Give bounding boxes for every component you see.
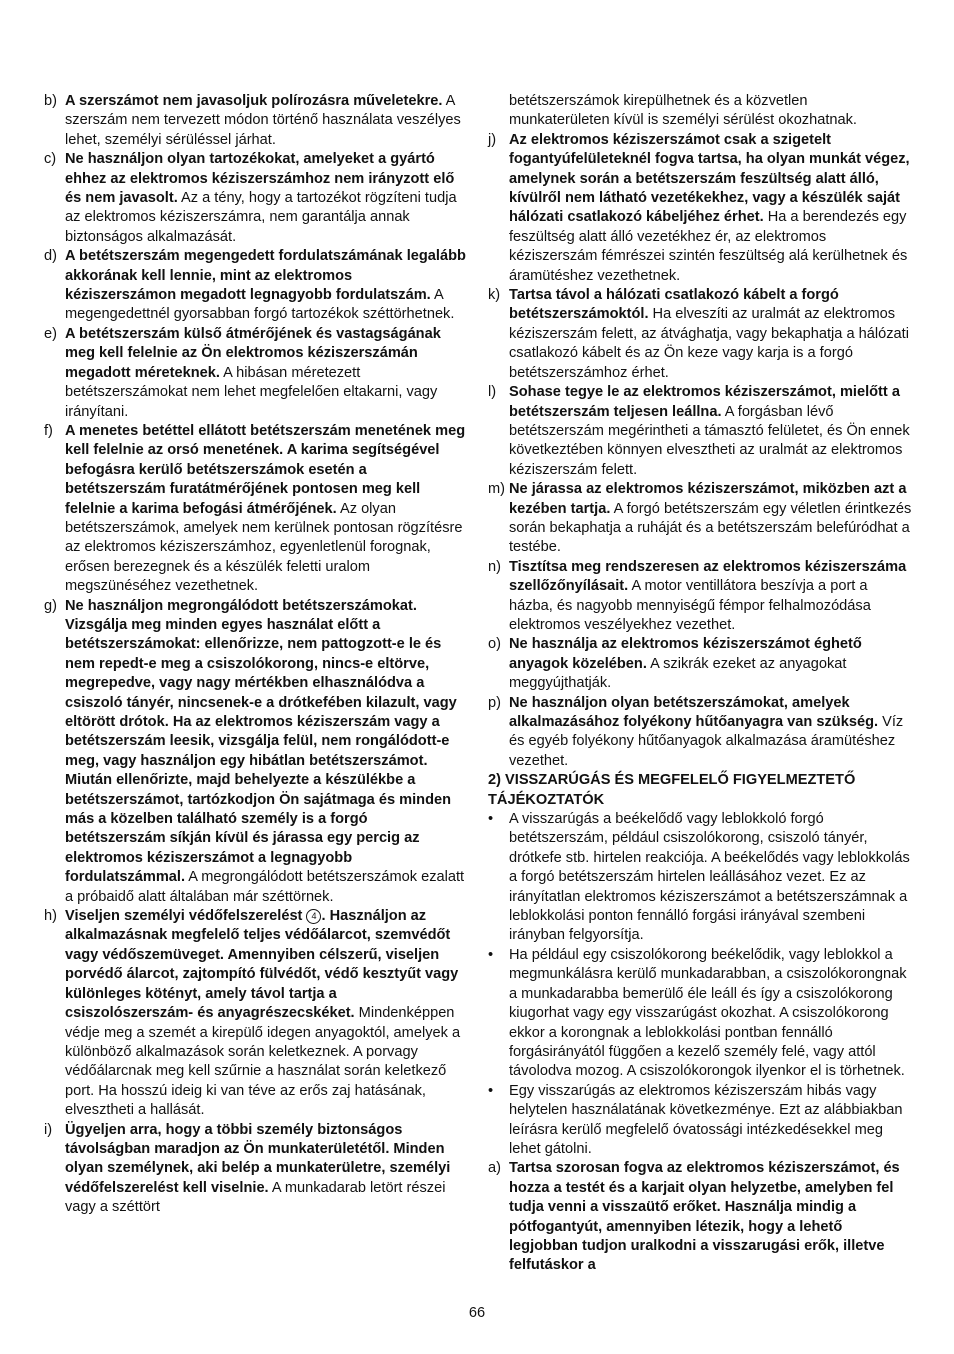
item-bold-text: A betétszerszám külső átmérőjének és vastagságának meg kell felelnie az Ön elektromos kéziszerszámán megadott méreteknek. (65, 325, 441, 381)
bullet-marker: • (488, 1082, 494, 1099)
page-number: 66 (468, 1305, 486, 1321)
item-text: A szikrák ezeket az anyagokat meggyújthatják. (509, 655, 847, 692)
item-text: Az olyan betétszerszámok, amelyek nem kerülnek pontosan rögzítésre az elektromos kéziszerszámhoz, egyenletlenül forognak, erősen berezegnek és a készülék feletti uralom megszünéséhez vezethetnek. (65, 500, 463, 595)
item-text: Az a tény, hogy a tartozékot rögzíteni tudja az elektromos kéziszerszámra, nem garantálja annak biztonságos alkalmazását. (65, 190, 457, 245)
list-item (488, 694, 912, 772)
item-text: A forgó betétszerszám egy véletlen érintkezés során bekaphatja a ruháját és a betétszerszám belefúródhat a testébe. (509, 500, 912, 556)
item-marker: k) (488, 287, 501, 304)
bullet-item (488, 1082, 912, 1160)
left-column (44, 92, 466, 1218)
right-column (488, 92, 912, 1276)
item-marker: c) (44, 151, 57, 168)
item-text: Ha elveszíti az uralmát az elektromos kéziszerszám felett, az átvághatja, vagy bekaphatja a hálózati csatlakozó kábelt és az Ön keze vagy karja is a forgó betétszerszámhoz érhet. (509, 306, 909, 381)
bullet-marker: • (488, 946, 494, 963)
list-item (44, 92, 466, 150)
item-bold-text: Ügyeljen arra, hogy a többi személy biztonságos távolságban maradjon az Ön munkaterületétől. Minden olyan személynek, aki belép a munkaterületre, személyi védőfelszerelést kell viselnie. (65, 1121, 451, 1196)
item-bold-text: A szerszámot nem javasoljuk polírozásra műveletekre. (65, 93, 443, 109)
bullet-text: A visszarúgás a beékelődő vagy leblokkoló forgó betétszerszám, például csiszolókorong, csiszoló tányér, drótkefe stb. hirtelen reakciója. A beékelődés vagy leblokkolás a forgó betétszerszám hirtelen leállásához vezet. Ez az irányítatlan elektromos kéziszerszámot a betétszerszámnak a leblokkolási ponton fennálló forgási irányával szembeni irányban felgyorsítja. (509, 811, 910, 944)
item-marker: f) (44, 422, 53, 439)
list-item (488, 383, 912, 480)
item-text: Mindenképpen védje meg a szemét a kirepülő idegen anyagoktól, amelyek a különböző alkalmazások során keletkeznek. A porvagy védőálarcnak meg kell szűrnie a használat során keletkező port. Ha hosszú ideig ki van téve az erős zaj hatásának, elvesztheti a hallását. (65, 1005, 461, 1119)
item-bold-text: Ne használjon olyan betétszerszámokat, amelyek alkalmazásához folyékony hűtőanyagra van szükség. (509, 694, 879, 730)
item-bold-text: Sohase tegye le az elektromos kéziszerszámot, mielőtt a betétszerszám teljesen leállna. (509, 384, 900, 420)
list-item (488, 480, 912, 558)
bullet-marker: • (488, 811, 494, 828)
item-bold-text: Ne járassa az elektromos kéziszerszámot, miközben azt a kezében tartja. (509, 481, 907, 517)
item-marker: g) (44, 597, 57, 614)
item-text: Víz és egyéb folyékony hűtőanyagok alkalmazása áramütéshez vezethet. (509, 714, 904, 769)
item-bold-text: Tartsa szorosan fogva az elektromos kéziszerszámot, és hozza a testét és a karjait olyan helyzetbe, amelyben fel tudja venni a visszaütő erőket. Használja mindig a pótfogantyút, amennyiben létezik, hogy a lehető legjobban tudjon uralkodni a visszarugási erők, illetve felfutáskor a (509, 1160, 900, 1274)
list-item (44, 325, 466, 422)
list-item (44, 1121, 466, 1218)
item-bold-text: Tisztítsa meg rendszeresen az elektromos kéziszerszáma szellőzőnyílásait. (509, 558, 907, 595)
bullet-item (488, 946, 912, 1082)
item-bold-text: . Használjon az alkalmazásnak megfelelő teljes védőálarcot, szemvédőt vagy védőszemüveget. Amennyiben célszerű, viseljen porvédő álarcot, zajtompító fülvédőt, védő kesztyűt vagy különleges kötényt, amely távol tartja a csiszolószerszám- és anyagrészecskéket. (65, 908, 459, 1022)
item-bold-text: Ne használjon megrongálódott betétszerszámokat. Vizsgálja meg minden egyes használat előtt a betétszerszámokat: ellenőrizze, nem pattogzott-e le és nem repedt-e meg a csiszolókorong, nincs-e eltörve, megrepedve, vagy nagy mértékben elhasználódva a csiszoló tányér, nincsenek-e a drótkefében kilazult, vagy eltörött drótok. Ha az elektromos kéziszerszám vagy a betétszerszám leesik, vizsgálja felül, nem rongálódott-e meg, vagy használjon egy hibátlan betétszerszámot. Miután ellenőrizte, majd behelyezte a készülékbe a betétszerszámot, tartózkodjon Ön sajátmaga és minden más a közelben található személy is a forgó betétszerszám síkján kívül és járassa egy percig az elektromos kéziszerszámot a legnagyobb fordulatszámmal. (65, 597, 457, 886)
bullet-item (488, 810, 912, 946)
list-item (44, 422, 466, 597)
list-item (488, 635, 912, 693)
item-marker: o) (488, 636, 501, 653)
list-item (44, 907, 466, 1120)
item-bold-text: Viseljen személyi védőfelszerelést (65, 908, 307, 925)
item-text: A megrongálódott betétszerszámok ezalatt a próbaidő alatt általában már széttörnek. (65, 869, 465, 905)
section-heading: 2) VISSZARÚGÁS ÉS MEGFELELŐ FIGYELMEZTETŐ TÁJÉKOZTATÓK (488, 772, 856, 808)
item-text: Ha a berendezés egy feszültség alatt álló vezetékhez ér, az elektromos kéziszerszám fémrészei szintén feszültség alá kerülhetnek és áramütéshez vezethetnek. (509, 209, 908, 284)
item-marker: j) (488, 131, 497, 148)
item-text: A megengedettnél gyorsabban forgó tartozékok széttörhetnek. (65, 287, 455, 323)
item-marker: i) (44, 1121, 53, 1138)
bullet-text: Egy visszarúgás az elektromos kéziszerszám hibás vagy helytelen használatának következménye. Ezt az alábbiakban leírásra kerülő megfelelő óvatossági intézkedésekkel meg lehet gátolni. (509, 1082, 903, 1157)
bullet-text: Ha például egy csiszolókorong beékelődik, vagy leblokkol a megmunkálásra kerülő munkadarabban, a csiszolókorongnak a munkadarabba bemerülő éle leáll és így a csiszolókorong kiugorhat vagy egy visszarúgást okozhat. A csiszolókorong ekkor a korongnak a leblokkolási pontban fennálló forgásirányától függően a kezelő személy felé, vagy attól távolodva mozog. A csiszolókorongok ilyenkor el is törhetnek. (509, 946, 907, 1080)
list-item (488, 286, 912, 383)
item-bold-text: Az elektromos kéziszerszámot csak a szigetelt fogantyúfelületeknél fogva tartsa, ha olyan munkát végez, amelynek során a betétszerszám feszültség alatt álló, kívülről nem látható vezetékekhez, vagy a készülék saját hálózati csatlakozó kábeljéhez érhet. (509, 131, 910, 226)
item-bold-text: A betétszerszám megengedett fordulatszámának legalább akkorának kell lennie, mint az elektromos kéziszerszámon megadott legnagyobb fordulatszám. (65, 248, 466, 304)
item-text: A munkadarab letört részei vagy a széttört (65, 1179, 446, 1216)
list-item (44, 597, 466, 908)
item-bold-text: Ne használja az elektromos kéziszerszámot éghető anyagok közelében. (509, 636, 862, 672)
item-bold-text: Tartsa távol a hálózati csatlakozó kábelt a forgó betétszerszámoktól. (509, 287, 839, 323)
item-marker: h) (44, 908, 57, 925)
item-text: A forgásban lévő betétszerszám megérintheti a támasztó felületet, és Ön ennek következtében könnyen elvesztheti az uralmát az elektromos kéziszerszám felett. (509, 403, 910, 478)
item-text: A hibásan méretezett betétszerszámokat nem lehet megfelelően eltakarni, vagy irányítani. (65, 364, 438, 420)
item-marker: p) (488, 694, 501, 711)
list-item (44, 247, 466, 325)
item-marker: e) (44, 325, 57, 342)
list-item (44, 150, 466, 247)
continued-text: betétszerszámok kirepülhetnek és a közvetlen munkaterületen kívül is személyi sérülést okozhatnak. (509, 93, 857, 129)
item-bold-text: Ne használjon olyan tartozékokat, amelyeket a gyártó ehhez az elektromos kéziszerszámhoz nem irányzott elő és nem javasolt. (65, 151, 455, 207)
item-marker: l) (488, 384, 497, 401)
list-item (488, 1159, 912, 1275)
item-marker: b) (44, 93, 57, 109)
item-marker: n) (488, 558, 501, 575)
item-marker: a) (488, 1160, 501, 1177)
item-marker: d) (44, 248, 57, 265)
item-marker: m) (488, 481, 506, 498)
circled-figure-number: 4 (306, 909, 321, 924)
item-text: A szerszám nem tervezett módon történő használata veszélyes lehet, személyi sérüléssel járhat. (65, 93, 461, 148)
item-bold-text: A menetes betéttel ellátott betétszerszám menetének meg kell felelnie az orsó menetének. A karima segítségével befogásra kerülő betétszerszámok esetén a betétszerszám furatátmérőjének pontosen meg kell felelnie a karima befogási átmérőjének. (65, 422, 466, 517)
list-item (488, 131, 912, 286)
list-item (488, 558, 912, 636)
item-text: A motor ventillátora beszívja a port a házba, és nagyobb mennyiségű fémpor felhalmozódása elektromos veszélyekhez vezethet. (509, 578, 871, 633)
